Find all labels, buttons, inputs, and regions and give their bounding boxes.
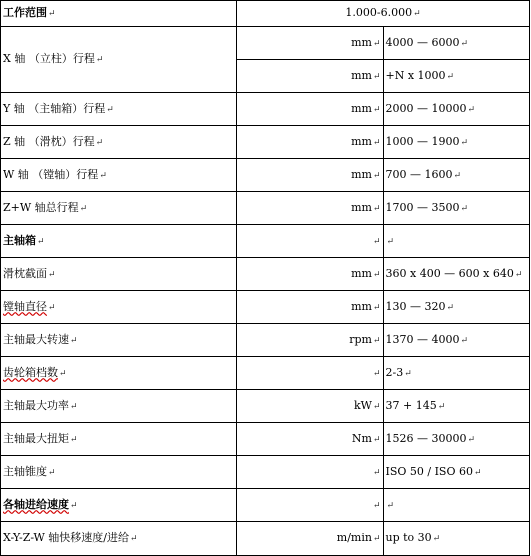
spec-value-cell	[383, 456, 530, 489]
spec-row	[1, 291, 530, 324]
spec-row	[1, 93, 530, 126]
paragraph-mark-icon: ↵	[460, 335, 469, 346]
paragraph-mark-icon: ↵	[79, 203, 88, 214]
spec-row	[1, 324, 530, 357]
paragraph-mark-icon: ↵	[386, 500, 395, 511]
paragraph-mark-icon: ↵	[37, 236, 45, 247]
spec-name-cell-text: Z 轴 （滑枕）行程	[3, 134, 95, 148]
paragraph-mark-icon: ↵	[95, 137, 104, 148]
spec-unit-cell	[237, 390, 384, 423]
paragraph-mark-icon: ↵	[372, 467, 381, 478]
spec-name-cell	[1, 489, 237, 522]
spec-name-cell	[1, 291, 237, 324]
spec-row	[1, 126, 530, 159]
spec-value-cell-text: 130 — 320	[385, 299, 446, 313]
paragraph-mark-icon: ↵	[460, 38, 469, 49]
spec-name-cell	[1, 93, 237, 126]
spec-name-cell	[1, 225, 237, 258]
paragraph-mark-icon: ↵	[70, 401, 78, 412]
paragraph-mark-icon: ↵	[70, 500, 78, 511]
spec-unit-cell	[237, 192, 384, 225]
spec-name-cell-text: X 轴 （立柱）行程	[3, 52, 95, 65]
paragraph-mark-icon: ↵	[372, 434, 381, 445]
spec-unit-cell	[237, 159, 384, 192]
spec-value-cell-text: 1700 — 3500	[385, 200, 460, 214]
paragraph-mark-icon: ↵	[372, 534, 381, 544]
spec-name-cell	[1, 390, 237, 423]
spec-value-cell	[383, 489, 530, 522]
paragraph-mark-icon: ↵	[372, 38, 381, 49]
spec-unit-cell	[237, 225, 384, 258]
spec-unit-cell	[237, 423, 384, 456]
spec-row	[1, 357, 530, 390]
spec-row	[1, 456, 530, 489]
spec-value-cell-text: 4000 — 6000	[385, 35, 460, 49]
spec-unit-cell	[237, 357, 384, 390]
spec-unit-cell-text: mm	[351, 101, 372, 115]
paragraph-mark-icon: ↵	[453, 170, 462, 181]
spec-unit-cell	[237, 126, 384, 159]
spec-unit-cell-text: Nm	[351, 431, 372, 445]
spec-unit-cell	[237, 93, 384, 126]
paragraph-mark-icon: ↵	[413, 9, 421, 19]
spec-value-cell	[383, 159, 530, 192]
spec-value-cell-text: 37 + 145	[385, 398, 437, 412]
paragraph-mark-icon: ↵	[59, 368, 67, 379]
spec-name-cell-text: 主轴最大转速	[3, 332, 69, 346]
spec-value-cell-text: 1000 — 1900	[385, 134, 460, 148]
spec-row	[1, 258, 530, 291]
paragraph-mark-icon: ↵	[467, 104, 476, 115]
paragraph-mark-icon: ↵	[48, 467, 56, 478]
spec-value-cell	[383, 27, 530, 60]
spec-name-cell-text: W 轴 （镗轴）行程	[3, 167, 99, 181]
paragraph-mark-icon: ↵	[95, 55, 104, 65]
spec-row	[1, 423, 530, 456]
spec-unit-cell-text: mm	[351, 200, 372, 214]
paragraph-mark-icon: ↵	[460, 137, 469, 148]
paragraph-mark-icon: ↵	[467, 434, 476, 445]
spec-value-cell-text: 1526 — 30000	[385, 431, 467, 445]
spec-unit-cell	[237, 291, 384, 324]
paragraph-mark-icon: ↵	[372, 203, 381, 214]
spec-unit-cell-text: mm	[351, 266, 372, 280]
spec-name-cell	[1, 27, 237, 93]
spec-name-cell-text: 主轴最大功率	[3, 398, 69, 412]
spec-value-cell	[237, 1, 530, 27]
spec-row	[1, 192, 530, 225]
paragraph-mark-icon: ↵	[446, 302, 455, 313]
spec-name-cell	[1, 192, 237, 225]
spec-value-cell	[383, 60, 530, 93]
paragraph-mark-icon: ↵	[48, 302, 56, 313]
paragraph-mark-icon: ↵	[48, 269, 56, 280]
spec-name-cell-text: Y 轴 （主轴箱）行程	[3, 101, 106, 115]
paragraph-mark-icon: ↵	[437, 401, 446, 412]
spec-row	[1, 159, 530, 192]
spec-value-cell	[383, 258, 530, 291]
spec-value-cell-text: ISO 50 / ISO 60	[385, 464, 473, 478]
paragraph-mark-icon: ↵	[372, 368, 381, 379]
spec-value-cell-text: +N x 1000	[385, 68, 446, 82]
spec-name-cell-text: 主轴锥度	[3, 464, 47, 478]
spec-table-body	[1, 1, 530, 556]
spec-unit-cell-text: mm	[351, 134, 372, 148]
spec-name-cell-text: 主轴箱	[3, 233, 36, 247]
spec-name-cell-text: 齿轮箱档数	[3, 365, 58, 379]
paragraph-mark-icon: ↵	[432, 534, 441, 544]
spec-name-cell-text: 各轴进给速度	[3, 497, 69, 511]
spec-value-cell-text: 1370 — 4000	[385, 332, 460, 346]
spec-row	[1, 27, 530, 60]
spec-unit-cell-text: mm	[351, 68, 372, 82]
spec-value-cell	[383, 324, 530, 357]
spec-name-cell	[1, 258, 237, 291]
paragraph-mark-icon: ↵	[372, 104, 381, 115]
paragraph-mark-icon: ↵	[99, 170, 107, 181]
paragraph-mark-icon: ↵	[514, 269, 523, 280]
paragraph-mark-icon: ↵	[106, 104, 114, 115]
spec-unit-cell	[237, 522, 384, 556]
spec-name-cell	[1, 126, 237, 159]
spec-name-cell-text: Z+W 轴总行程	[3, 200, 79, 214]
paragraph-mark-icon: ↵	[129, 534, 138, 544]
spec-name-cell-text: 主轴最大扭矩	[3, 431, 69, 445]
spec-value-cell	[383, 423, 530, 456]
spec-unit-cell-text: m/min	[336, 531, 372, 544]
spec-unit-cell	[237, 258, 384, 291]
spec-value-cell-text: 2000 — 10000	[385, 101, 467, 115]
spec-value-cell	[383, 225, 530, 258]
spec-name-cell-text: 镗轴直径	[3, 299, 47, 313]
paragraph-mark-icon: ↵	[372, 137, 381, 148]
paragraph-mark-icon: ↵	[48, 9, 56, 19]
spec-name-cell	[1, 423, 237, 456]
spec-unit-cell-text: mm	[351, 35, 372, 49]
spec-unit-cell	[237, 27, 384, 60]
spec-row	[1, 390, 530, 423]
spec-name-cell	[1, 1, 237, 27]
spec-value-cell	[383, 192, 530, 225]
spec-name-cell	[1, 159, 237, 192]
paragraph-mark-icon: ↵	[386, 236, 395, 247]
spec-value-cell	[383, 357, 530, 390]
paragraph-mark-icon: ↵	[460, 203, 469, 214]
paragraph-mark-icon: ↵	[372, 236, 381, 247]
paragraph-mark-icon: ↵	[372, 302, 381, 313]
spec-row	[1, 489, 530, 522]
paragraph-mark-icon: ↵	[70, 434, 78, 445]
paragraph-mark-icon: ↵	[404, 368, 412, 379]
paragraph-mark-icon: ↵	[372, 170, 381, 181]
spec-name-cell-text: 滑枕截面	[3, 266, 47, 280]
spec-value-cell	[383, 126, 530, 159]
paragraph-mark-icon: ↵	[372, 335, 381, 346]
spec-name-cell	[1, 456, 237, 489]
spec-name-cell	[1, 357, 237, 390]
spec-value-cell-text: 1.000-6.000	[345, 6, 413, 19]
spec-name-cell-text: X-Y-Z-W 轴快移速度/进给	[3, 531, 129, 544]
spec-name-cell	[1, 324, 237, 357]
paragraph-mark-icon: ↵	[372, 401, 381, 412]
paragraph-mark-icon: ↵	[372, 500, 381, 511]
spec-row	[1, 1, 530, 27]
spec-value-cell	[383, 522, 530, 556]
spec-unit-cell-text: mm	[351, 299, 372, 313]
spec-unit-cell	[237, 324, 384, 357]
paragraph-mark-icon: ↵	[473, 467, 482, 478]
spec-unit-cell	[237, 60, 384, 93]
spec-unit-cell-text: mm	[351, 167, 372, 181]
spec-value-cell-text: 360 x 400 — 600 x 640	[385, 266, 514, 280]
spec-unit-cell-text: kW	[353, 398, 372, 412]
spec-row	[1, 225, 530, 258]
spec-value-cell	[383, 390, 530, 423]
spec-unit-cell	[237, 456, 384, 489]
spec-name-cell-text: 工作范围	[3, 6, 47, 19]
spec-value-cell-text: 2-3	[385, 365, 404, 379]
spec-value-cell	[383, 291, 530, 324]
paragraph-mark-icon: ↵	[372, 71, 381, 82]
paragraph-mark-icon: ↵	[446, 71, 455, 82]
spec-name-cell	[1, 522, 237, 556]
spec-unit-cell-text: rpm	[349, 332, 372, 346]
spec-value-cell-text: up to 30	[385, 531, 432, 544]
paragraph-mark-icon: ↵	[70, 335, 78, 346]
spec-value-cell-text: 700 — 1600	[385, 167, 453, 181]
spec-value-cell	[383, 93, 530, 126]
spec-unit-cell	[237, 489, 384, 522]
paragraph-mark-icon: ↵	[372, 269, 381, 280]
spec-row	[1, 522, 530, 556]
